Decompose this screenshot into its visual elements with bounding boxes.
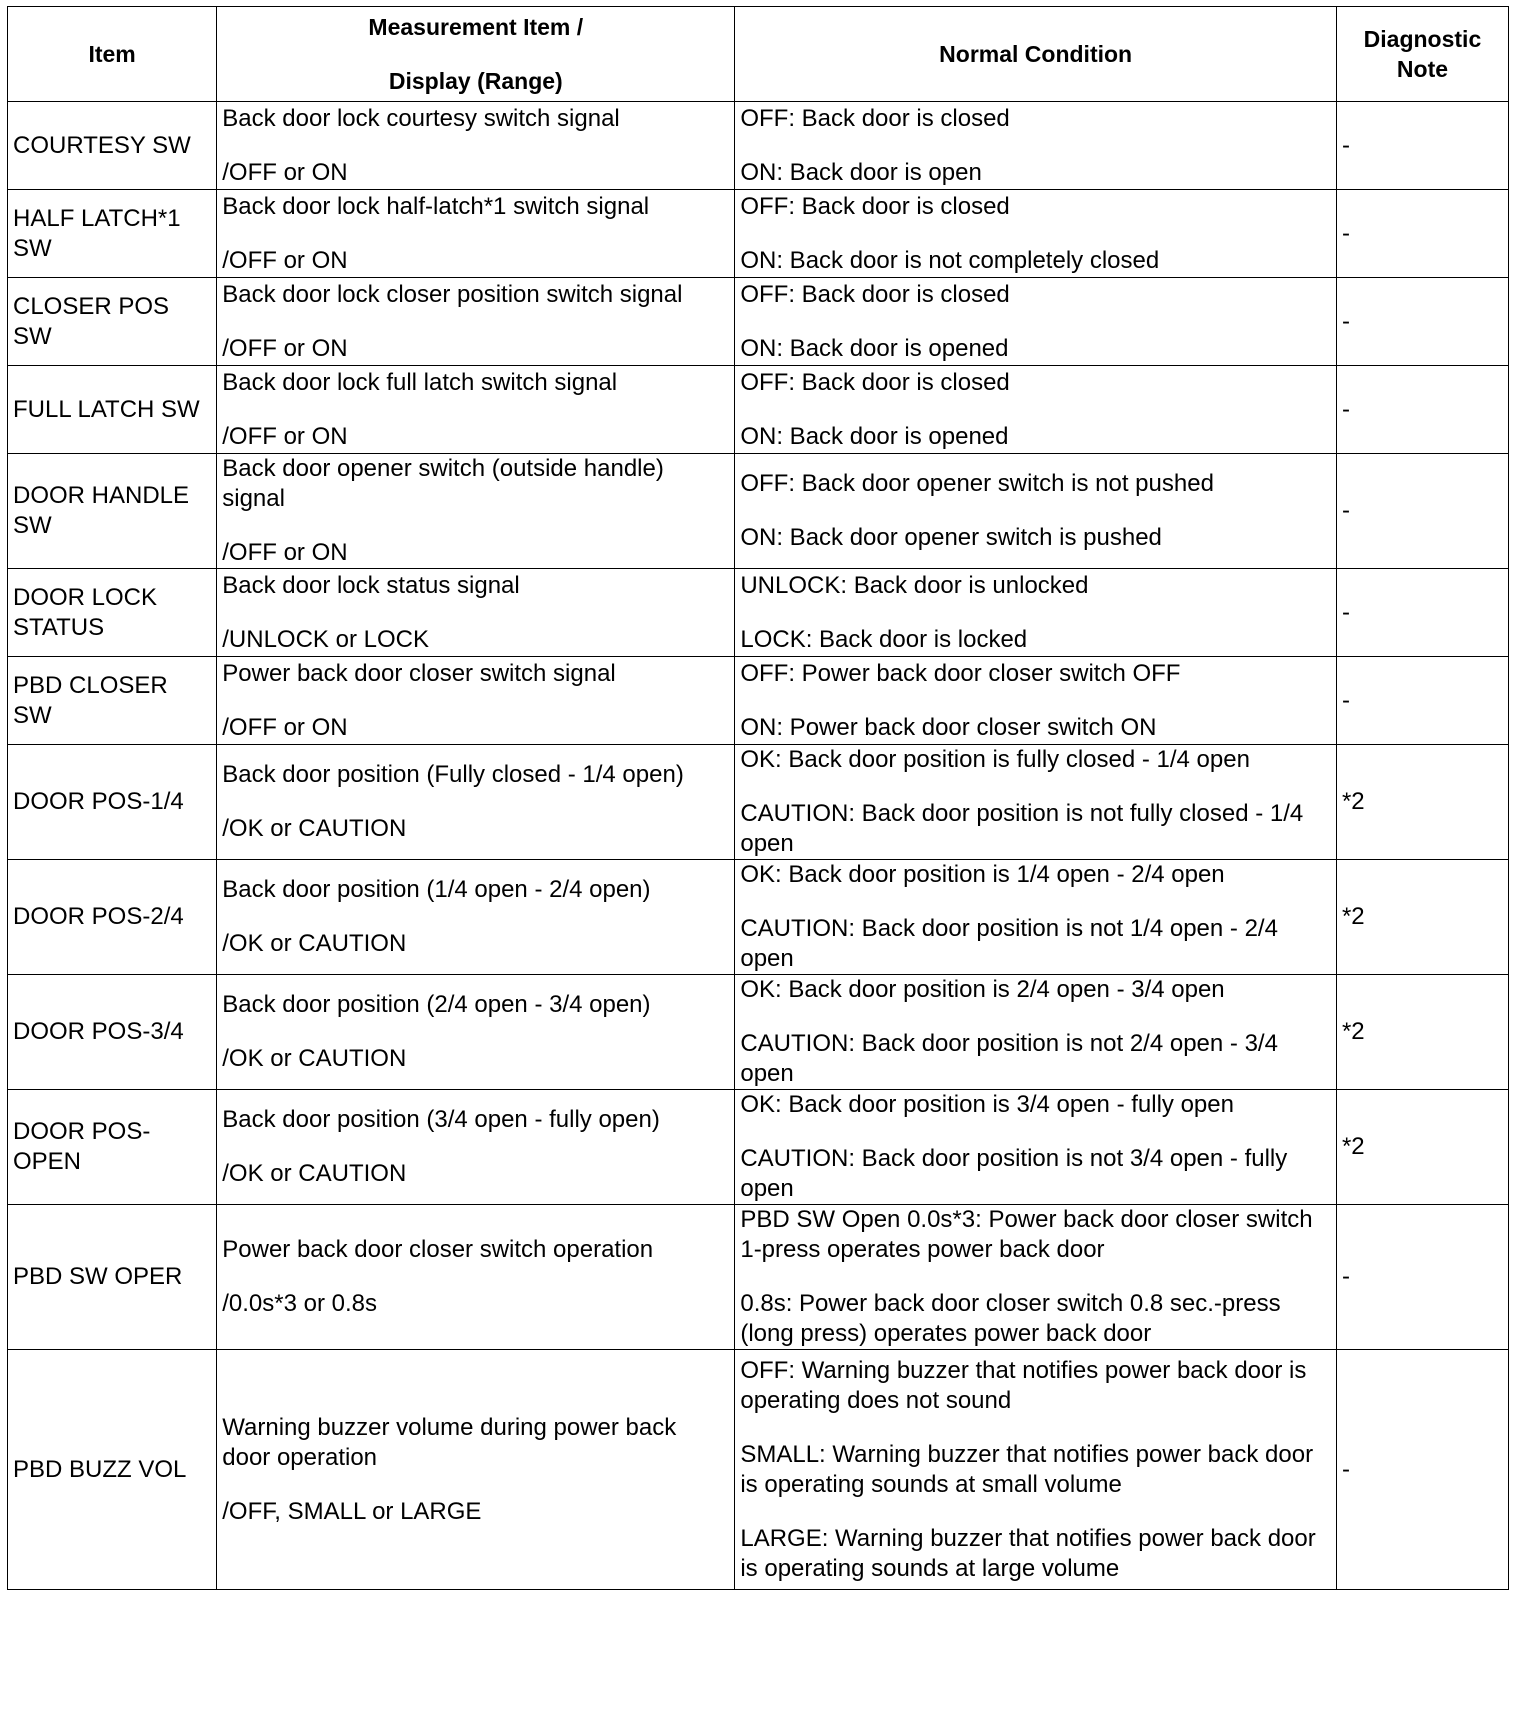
table-row bbox=[8, 657, 1509, 745]
table-row bbox=[8, 190, 1509, 278]
note-cell: - bbox=[1336, 190, 1508, 278]
condition-cell bbox=[735, 102, 1337, 190]
note-cell: - bbox=[1336, 1205, 1508, 1350]
condition-line: LOCK: Back door is locked bbox=[740, 625, 1028, 653]
table-row bbox=[8, 454, 1509, 569]
condition-line: CAUTION: Back door position is not 3/4 open - fully open bbox=[740, 1145, 1288, 1202]
measurement-cell bbox=[217, 657, 735, 745]
condition-line: OFF: Power back door closer switch OFF bbox=[740, 659, 1181, 687]
condition-line: OFF: Warning buzzer that notifies power back door is operating does not sound bbox=[740, 1356, 1307, 1414]
item-cell: CLOSER POS SW bbox=[8, 278, 217, 366]
note-cell: - bbox=[1336, 569, 1508, 657]
measurement-cell bbox=[217, 745, 735, 860]
table-row bbox=[8, 1205, 1509, 1350]
condition-line: OK: Back door position is 1/4 open - 2/4 open bbox=[740, 861, 1225, 888]
condition-line: OK: Back door position is 3/4 open - fully open bbox=[740, 1091, 1234, 1118]
condition-cell bbox=[735, 745, 1337, 860]
note-cell: - bbox=[1336, 102, 1508, 190]
range-text: /OFF or ON bbox=[222, 713, 348, 741]
item-cell: PBD BUZZ VOL bbox=[8, 1350, 217, 1590]
measurement-text: Back door lock half-latch*1 switch signal bbox=[222, 192, 650, 220]
condition-cell bbox=[735, 1205, 1337, 1350]
table-row bbox=[8, 860, 1509, 975]
condition-line: PBD SW Open 0.0s*3: Power back door closer switch 1-press operates power back door bbox=[740, 1206, 1313, 1263]
range-text: /OK or CAUTION bbox=[222, 930, 407, 957]
condition-line: UNLOCK: Back door is unlocked bbox=[740, 571, 1089, 599]
range-text: /OFF or ON bbox=[222, 246, 348, 274]
measurement-text: Back door lock status signal bbox=[222, 571, 520, 599]
condition-line: SMALL: Warning buzzer that notifies power back door is operating sounds at small volume bbox=[740, 1440, 1314, 1498]
condition-line: OFF: Back door is closed bbox=[740, 368, 1010, 396]
item-cell: PBD CLOSER SW bbox=[8, 657, 217, 745]
data-list-table bbox=[7, 6, 1509, 1590]
range-text: /OK or CAUTION bbox=[222, 1045, 407, 1072]
header-item: Item bbox=[8, 7, 217, 102]
item-cell: COURTESY SW bbox=[8, 102, 217, 190]
range-text: /OFF or ON bbox=[222, 158, 348, 186]
condition-line: ON: Back door is open bbox=[740, 158, 982, 186]
condition-line: 0.8s: Power back door closer switch 0.8 sec.-press (long press) operates power back door bbox=[740, 1290, 1281, 1347]
measurement-cell bbox=[217, 1205, 735, 1350]
table-row bbox=[8, 102, 1509, 190]
table-row bbox=[8, 1090, 1509, 1205]
measurement-text: Power back door closer switch signal bbox=[222, 659, 616, 687]
measurement-text: Back door position (3/4 open - fully open) bbox=[222, 1106, 660, 1133]
condition-cell bbox=[735, 975, 1337, 1090]
measurement-text: Back door position (1/4 open - 2/4 open) bbox=[222, 876, 651, 903]
condition-line: OK: Back door position is fully closed - 1/4 open bbox=[740, 746, 1250, 773]
header-measurement-line-2: Display (Range) bbox=[388, 68, 563, 94]
item-cell: DOOR HANDLE SW bbox=[8, 454, 217, 569]
condition-line: OFF: Back door is closed bbox=[740, 104, 1010, 132]
header-row bbox=[8, 7, 1509, 102]
condition-cell bbox=[735, 366, 1337, 454]
measurement-cell bbox=[217, 278, 735, 366]
condition-line: CAUTION: Back door position is not 1/4 open - 2/4 open bbox=[740, 915, 1278, 972]
item-cell: DOOR POS-OPEN bbox=[8, 1090, 217, 1205]
measurement-text: Warning buzzer volume during power back door operation bbox=[222, 1413, 677, 1471]
condition-cell bbox=[735, 657, 1337, 745]
item-cell: DOOR LOCK STATUS bbox=[8, 569, 217, 657]
condition-line: OFF: Back door is closed bbox=[740, 192, 1010, 220]
condition-line: ON: Back door is opened bbox=[740, 422, 1009, 450]
note-cell: - bbox=[1336, 657, 1508, 745]
measurement-cell bbox=[217, 860, 735, 975]
header-note-line-2: Note bbox=[1396, 56, 1449, 82]
note-cell: *2 bbox=[1336, 1090, 1508, 1205]
note-cell: - bbox=[1336, 1350, 1508, 1590]
table-row bbox=[8, 975, 1509, 1090]
condition-cell bbox=[735, 569, 1337, 657]
note-cell: *2 bbox=[1336, 745, 1508, 860]
condition-line: ON: Power back door closer switch ON bbox=[740, 713, 1157, 741]
measurement-cell bbox=[217, 366, 735, 454]
condition-line: OFF: Back door opener switch is not pushed bbox=[740, 470, 1214, 497]
table-row bbox=[8, 745, 1509, 860]
range-text: /OK or CAUTION bbox=[222, 815, 407, 842]
table-row bbox=[8, 366, 1509, 454]
range-text: /0.0s*3 or 0.8s bbox=[222, 1290, 378, 1317]
header-measurement bbox=[217, 7, 735, 102]
condition-cell bbox=[735, 278, 1337, 366]
condition-line: CAUTION: Back door position is not fully closed - 1/4 open bbox=[740, 800, 1304, 857]
item-cell: DOOR POS-2/4 bbox=[8, 860, 217, 975]
note-cell: - bbox=[1336, 366, 1508, 454]
measurement-text: Back door lock courtesy switch signal bbox=[222, 104, 620, 132]
range-text: /UNLOCK or LOCK bbox=[222, 625, 429, 653]
condition-line: OK: Back door position is 2/4 open - 3/4 open bbox=[740, 976, 1225, 1003]
measurement-cell bbox=[217, 975, 735, 1090]
condition-line: CAUTION: Back door position is not 2/4 open - 3/4 open bbox=[740, 1030, 1278, 1087]
condition-cell bbox=[735, 1090, 1337, 1205]
range-text: /OFF, SMALL or LARGE bbox=[222, 1497, 482, 1525]
measurement-text: Back door opener switch (outside handle) signal bbox=[222, 455, 664, 512]
range-text: /OK or CAUTION bbox=[222, 1160, 407, 1187]
header-note bbox=[1336, 7, 1508, 102]
measurement-cell bbox=[217, 102, 735, 190]
condition-line: OFF: Back door is closed bbox=[740, 280, 1010, 308]
header-note-line-1: Diagnostic bbox=[1363, 26, 1482, 52]
item-cell: FULL LATCH SW bbox=[8, 366, 217, 454]
header-measurement-line-1: Measurement Item / bbox=[368, 14, 584, 40]
condition-cell bbox=[735, 1350, 1337, 1590]
range-text: /OFF or ON bbox=[222, 539, 348, 566]
item-cell: PBD SW OPER bbox=[8, 1205, 217, 1350]
condition-cell bbox=[735, 860, 1337, 975]
table-row bbox=[8, 569, 1509, 657]
item-cell: DOOR POS-1/4 bbox=[8, 745, 217, 860]
note-cell: - bbox=[1336, 454, 1508, 569]
measurement-text: Power back door closer switch operation bbox=[222, 1236, 654, 1263]
item-cell: HALF LATCH*1 SW bbox=[8, 190, 217, 278]
condition-line: ON: Back door is opened bbox=[740, 334, 1009, 362]
spec-sheet bbox=[7, 6, 1509, 1590]
measurement-cell bbox=[217, 1350, 735, 1590]
measurement-text: Back door position (2/4 open - 3/4 open) bbox=[222, 991, 651, 1018]
measurement-text: Back door position (Fully closed - 1/4 open) bbox=[222, 761, 684, 788]
note-cell: - bbox=[1336, 278, 1508, 366]
table-row bbox=[8, 1350, 1509, 1590]
range-text: /OFF or ON bbox=[222, 422, 348, 450]
note-cell: *2 bbox=[1336, 975, 1508, 1090]
condition-line: ON: Back door opener switch is pushed bbox=[740, 524, 1162, 551]
range-text: /OFF or ON bbox=[222, 334, 348, 362]
measurement-cell bbox=[217, 454, 735, 569]
measurement-cell bbox=[217, 569, 735, 657]
condition-cell bbox=[735, 190, 1337, 278]
condition-line: LARGE: Warning buzzer that notifies power back door is operating sounds at large volume bbox=[740, 1524, 1316, 1582]
table-row bbox=[8, 278, 1509, 366]
note-cell: *2 bbox=[1336, 860, 1508, 975]
measurement-text: Back door lock full latch switch signal bbox=[222, 368, 618, 396]
measurement-cell bbox=[217, 190, 735, 278]
measurement-cell bbox=[217, 1090, 735, 1205]
item-cell: DOOR POS-3/4 bbox=[8, 975, 217, 1090]
measurement-text: Back door lock closer position switch signal bbox=[222, 280, 683, 308]
condition-line: ON: Back door is not completely closed bbox=[740, 246, 1160, 274]
condition-cell bbox=[735, 454, 1337, 569]
header-condition: Normal Condition bbox=[735, 7, 1337, 102]
